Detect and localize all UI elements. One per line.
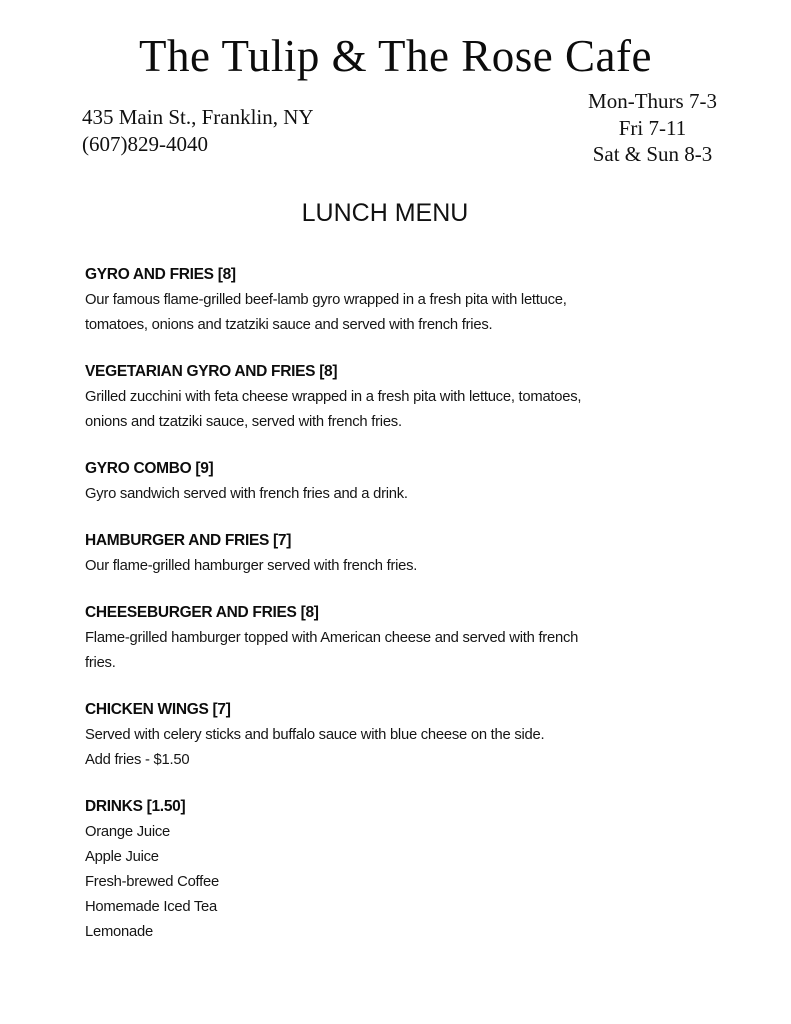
description-line: Our famous flame-grilled beef-lamb gyro wrapped in a fresh pita with lettuce, [85, 292, 567, 308]
drink-lemonade: Lemonade [85, 924, 153, 940]
item-description [85, 482, 725, 507]
drink-orange-juice: Orange Juice [85, 824, 171, 840]
item-description [85, 723, 725, 773]
item-description [85, 554, 725, 579]
menu-item-cheeseburger [85, 600, 725, 676]
drink-apple-juice: Apple Juice [85, 849, 159, 865]
description-line: Add fries - $1.50 [85, 752, 190, 768]
menu-item-drinks [85, 794, 725, 945]
description-line: tomatoes, onions and tzatziki sauce and served with french fries. [85, 317, 493, 333]
hours-weekdays: Mon-Thurs 7-3 [588, 89, 717, 113]
description-line: Served with celery sticks and buffalo sauce with blue cheese on the side. [85, 727, 545, 743]
description-line: Gyro sandwich served with french fries and a drink. [85, 486, 408, 502]
item-name: HAMBURGER AND FRIES [7] [85, 532, 292, 549]
item-name: VEGETARIAN GYRO AND FRIES [8] [85, 363, 338, 380]
item-description [85, 385, 725, 435]
drink-iced-tea: Homemade Iced Tea [85, 899, 218, 915]
description-line: Grilled zucchini with feta cheese wrapped in a fresh pita with lettuce, tomatoes, [85, 389, 582, 405]
phone-number: (607)829-4040 [82, 132, 208, 156]
item-name: CHEESEBURGER AND FRIES [8] [85, 604, 319, 621]
hours-friday: Fri 7-11 [618, 115, 687, 140]
description-line: Our flame-grilled hamburger served with french fries. [85, 558, 418, 574]
item-name: DRINKS [1.50] [85, 798, 186, 815]
hours-weekend: Sat & Sun 8-3 [592, 142, 713, 166]
menu-item-chicken-wings [85, 697, 725, 773]
drink-coffee: Fresh-brewed Coffee [85, 874, 219, 890]
contact-info [82, 104, 314, 158]
item-description [85, 288, 725, 338]
description-line: fries. [85, 655, 116, 671]
description-line: onions and tzatziki sauce, served with french fries. [85, 414, 402, 430]
item-description [85, 626, 725, 676]
menu-items [85, 262, 725, 966]
item-name: GYRO AND FRIES [8] [85, 266, 236, 283]
menu-title: LUNCH MENU [301, 199, 469, 227]
item-name: GYRO COMBO [9] [85, 460, 214, 477]
item-name: CHICKEN WINGS [7] [85, 701, 231, 718]
menu-item-gyro-combo [85, 456, 725, 507]
cafe-name: The Tulip & The Rose Cafe [139, 31, 652, 81]
menu-item-vegetarian-gyro [85, 359, 725, 435]
description-line: Flame-grilled hamburger topped with American cheese and served with french [85, 630, 579, 646]
menu-item-hamburger [85, 528, 725, 579]
menu-item-gyro-and-fries [85, 262, 725, 338]
address: 435 Main St., Franklin, NY [82, 105, 314, 129]
opening-hours [560, 88, 745, 168]
